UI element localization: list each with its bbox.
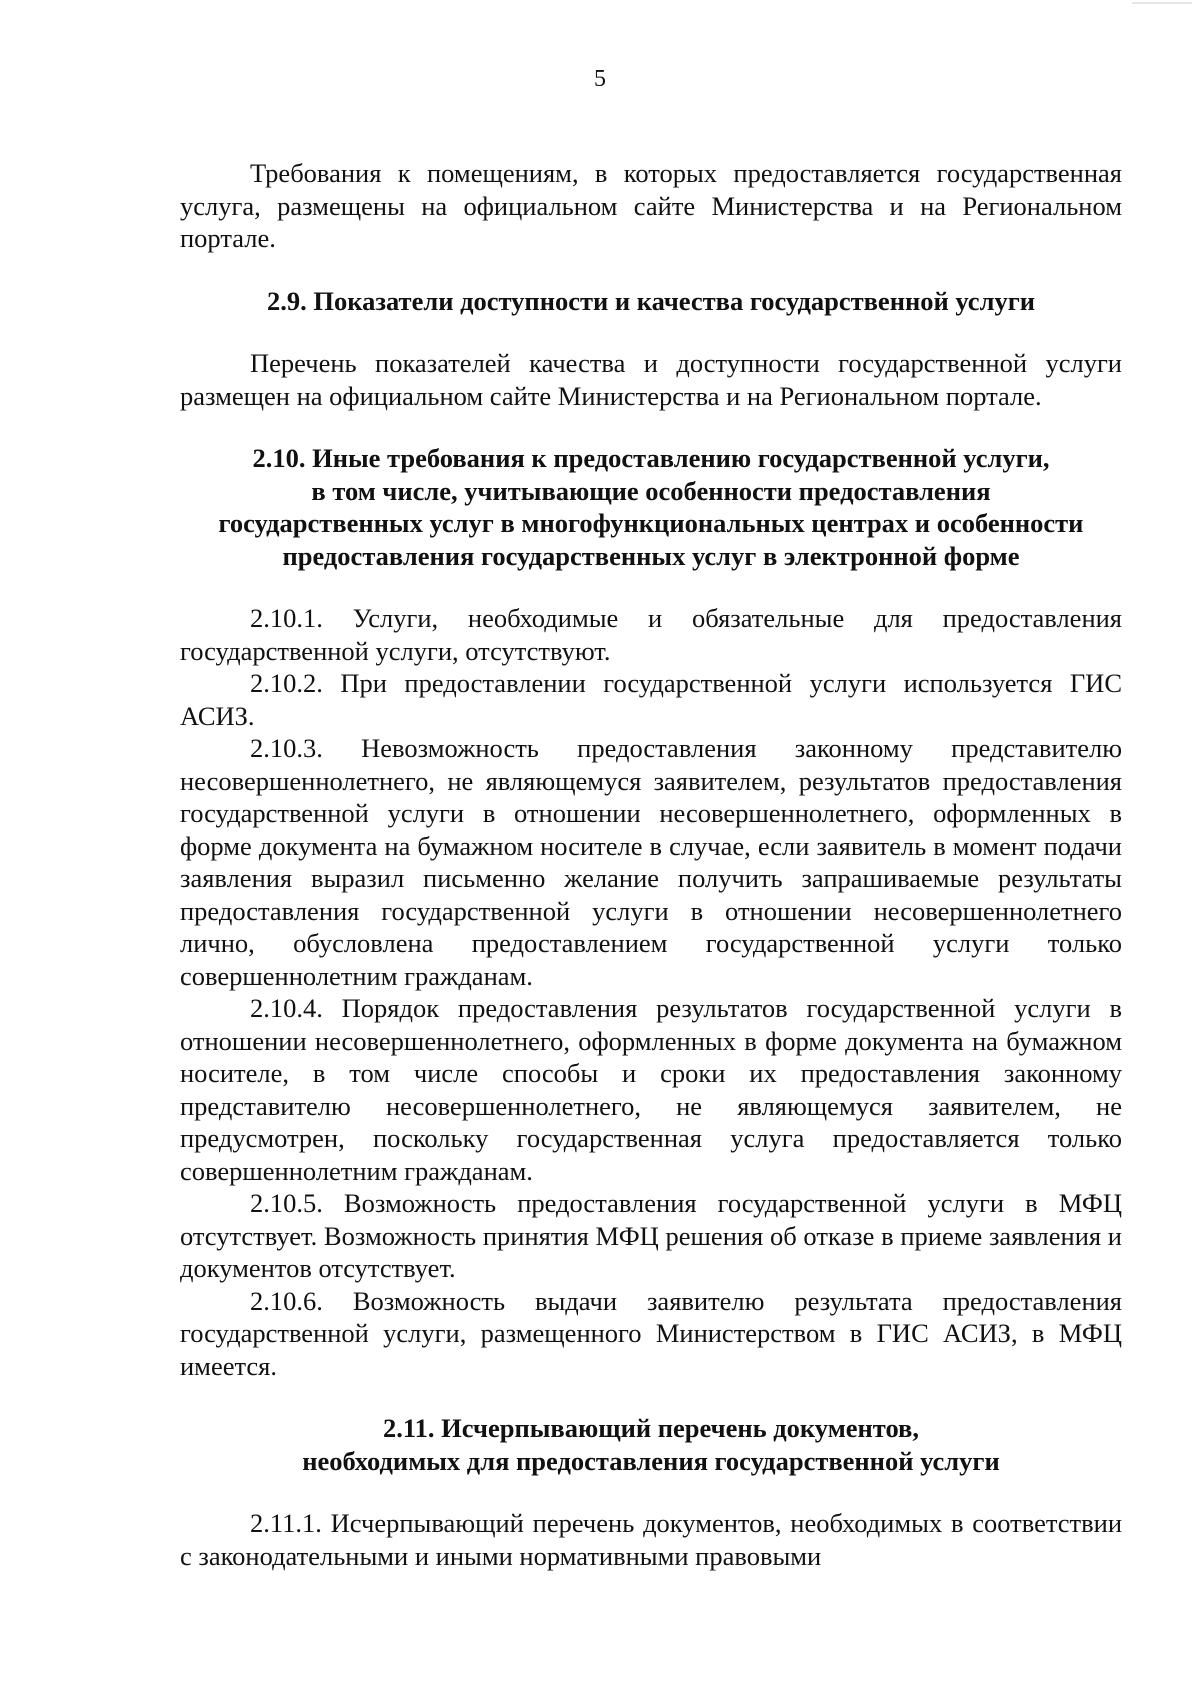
scan-edge-mark xyxy=(1132,2,1192,4)
heading-2-10 xyxy=(180,442,1122,572)
heading-line: государственных услуг в многофункциональных центрах и особенности xyxy=(218,508,1084,538)
heading-line: предоставления государственных услуг в электронной форме xyxy=(282,540,1020,571)
heading-line: 2.10. Иные требования к предоставлению государственной услуги, xyxy=(252,443,1050,473)
paragraph-2-10-6: 2.10.6. Возможность выдачи заявителю результата предоставления государственной услуги, размещенного Министерством в ГИС АСИЗ, в МФЦ имеется. xyxy=(180,1285,1122,1381)
heading-2-9 xyxy=(180,285,1122,318)
heading-line: 2.11. Исчерпывающий перечень документов, xyxy=(383,1413,919,1443)
heading-line: 2.9. Показатели доступности и качества государственной услуги xyxy=(266,285,1035,316)
page-number: 5 xyxy=(594,66,606,92)
heading-line: необходимых для предоставления государственной услуги xyxy=(302,1445,1000,1476)
heading-2-11 xyxy=(180,1412,1122,1477)
paragraph-2-10-2: 2.10.2. При предоставлении государственной услуги используется ГИС АСИЗ. xyxy=(180,668,1122,731)
paragraph-2-10-1: 2.10.1. Услуги, необходимые и обязательные для предоставления государственной услуги, отсутствуют. xyxy=(180,603,1122,666)
paragraph-2-11-1: 2.11.1. Исчерпывающий перечень документов, необходимых в соответствии с законодательными и иными нормативными правовыми xyxy=(180,1508,1122,1571)
heading-line: в том числе, учитывающие особенности предоставления xyxy=(311,475,991,506)
paragraph-2-10-3: 2.10.3. Невозможность предоставления законному представителю несовершеннолетнего, не являющемуся заявителем, результатов предоставления государственной услуги в отношении несовершеннолетнего, оформленных в форме документа на бумажном носителе в случае, если заявитель в момент подачи заявления выразил письменно желание получить запрашиваемые результаты предоставления государственной услуги в отношении несовершеннолетнего лично, обусловлена предоставлением государственной услуги только совершеннолетним гражданам. xyxy=(180,733,1122,991)
document-body xyxy=(180,157,1122,1572)
paragraph-quality-indicators: Перечень показателей качества и доступности государственной услуги размещен на официальном сайте Министерства и на Региональном портале. xyxy=(180,348,1122,411)
paragraph-premises-requirements: Требования к помещениям, в которых предоставляется государственная услуга, размещены на официальном сайте Министерства и на Региональном портале. xyxy=(180,158,1122,253)
paragraph-2-10-5: 2.10.5. Возможность предоставления государственной услуги в МФЦ отсутствует. Возможность принятия МФЦ решения об отказе в приеме заявления и документов отсутствует. xyxy=(180,1188,1122,1283)
paragraph-2-10-4: 2.10.4. Порядок предоставления результатов государственной услуги в отношении несовершеннолетнего, оформленных в форме документа на бумажном носителе, в том числе способы и сроки их предоставления законному представителю несовершеннолетнего, не являющемуся заявителем, не предусмотрен, поскольку государственная услуга предоставляется только совершеннолетним гражданам. xyxy=(180,993,1122,1186)
